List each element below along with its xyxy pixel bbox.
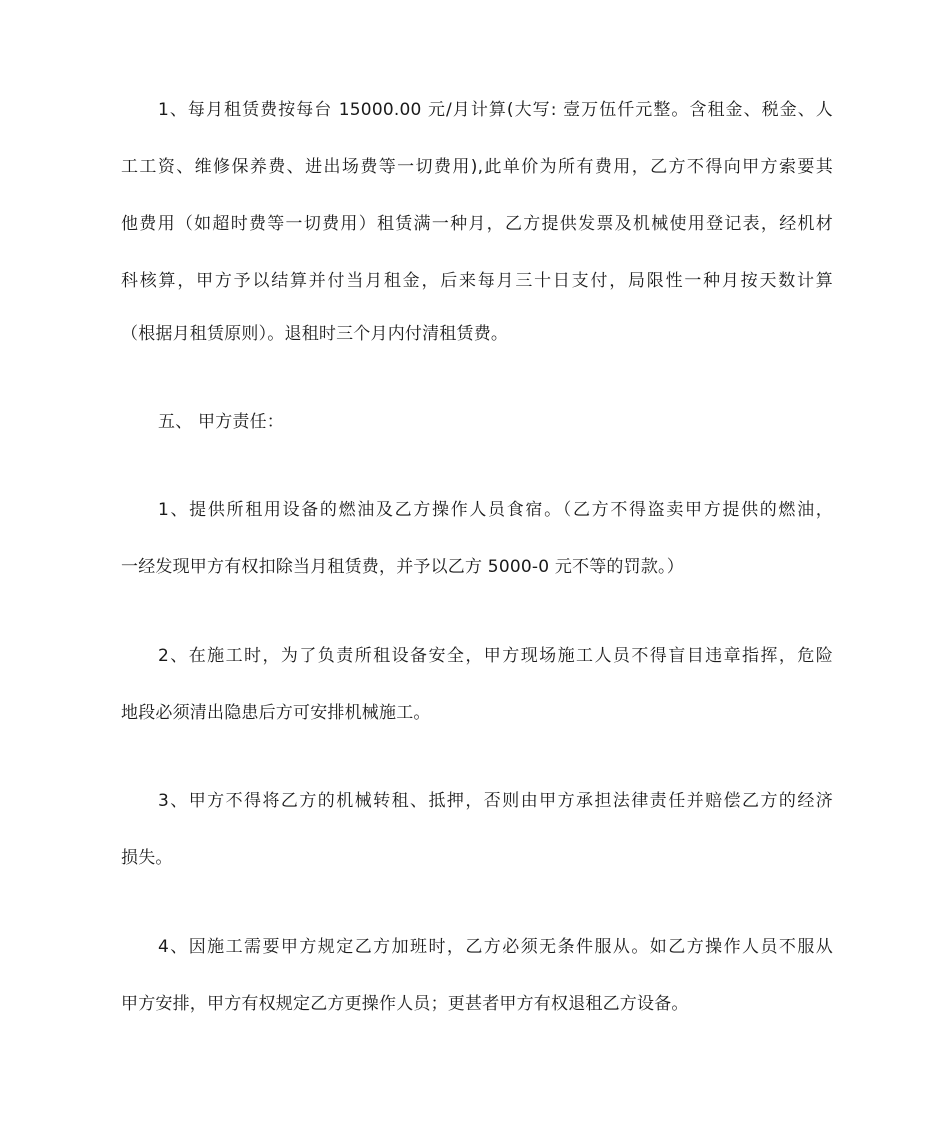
paragraph-line: 科核算，甲方予以结算并付当月租金，后来每月三十日支付，局限性一种月按天数计算 xyxy=(121,271,833,291)
paragraph-line: 1、每月租赁费按每台 15000.00 元/月计算(大写: 壹万伍仟元整。含租金、税金、人 xyxy=(158,100,833,120)
paragraph-line: 一经发现甲方有权扣除当月租赁费，并予以乙方 5000-0 元不等的罚款。） xyxy=(121,557,684,577)
paragraph-line: 甲方安排，甲方有权规定乙方更操作人员；更甚者甲方有权退租乙方设备。 xyxy=(121,994,689,1014)
paragraph-line: 地段必须清出隐患后方可安排机械施工。 xyxy=(121,703,431,723)
paragraph-line: 他费用（如超时费等一切费用）租赁满一种月，乙方提供发票及机械使用登记表，经机材 xyxy=(121,214,833,234)
section-heading: 五、 甲方责任： xyxy=(158,412,285,432)
paragraph-line: 3、甲方不得将乙方的机械转租、抵押，否则由甲方承担法律责任并赔偿乙方的经济 xyxy=(158,791,833,811)
paragraph-line: 工工资、维修保养费、进出场费等一切费用),此单价为所有费用，乙方不得向甲方索要其 xyxy=(121,157,833,177)
paragraph-line: 1、提供所租用设备的燃油及乙方操作人员食宿。（乙方不得盗卖甲方提供的燃油， xyxy=(158,500,833,520)
paragraph-line: 4、因施工需要甲方规定乙方加班时，乙方必须无条件服从。如乙方操作人员不服从 xyxy=(158,937,833,957)
paragraph-line: 2、在施工时，为了负责所租设备安全，甲方现场施工人员不得盲目违章指挥，危险 xyxy=(158,646,833,666)
paragraph-line: 损失。 xyxy=(121,848,173,868)
paragraph-line: （根据月租赁原则）。退租时三个月内付清租赁费。 xyxy=(121,324,509,344)
